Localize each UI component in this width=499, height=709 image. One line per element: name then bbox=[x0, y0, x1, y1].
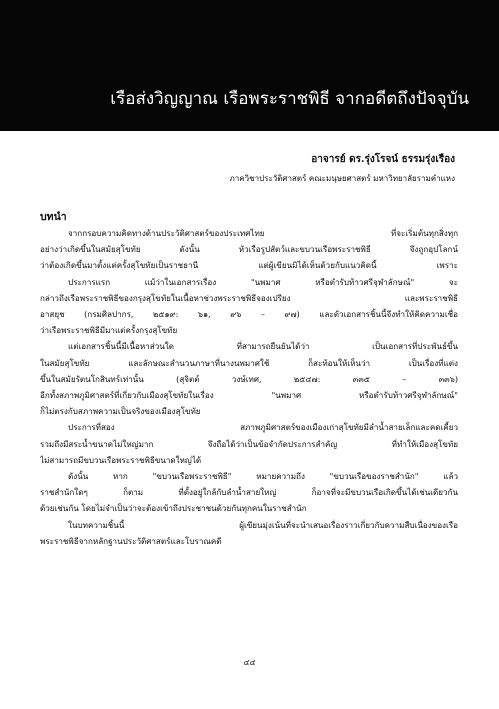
body-line: ราชสำนักใดๆ ก็ตาม ที่ตั้งอยู่ใกล้กับลำน้ำสายใหญ่ ก็อาจที่จะมีขบวนเรือเกิดขึ้นได้เช่นเดียวกัน bbox=[40, 487, 458, 498]
body-line: กล่าวถึงเรือพระราชพิธีของกรุงสุโขทัยในเนื้อหาช่วงพระราชพิธีจองเปรียง และพระราชพิธี bbox=[40, 292, 458, 303]
body-line: แต่เอกสารชิ้นนี้มีเนื้อหาส่วนใด ที่สามารถยืนยันได้ว่า เป็นเอกสารที่ประพันธ์ขึ้น bbox=[68, 341, 458, 352]
author-name: อาจารย์ ดร.รุ่งโรจน์ ธรรมรุ่งเรือง bbox=[311, 154, 455, 165]
section-heading: บทนำ bbox=[40, 211, 67, 223]
body-text bbox=[40, 225, 458, 549]
body-line: ประการแรก แม้ว่าในเอกสารเรื่อง "นพมาศ หรือตำรับท้าวศรีจุฬาลักษณ์" จะ bbox=[68, 276, 458, 287]
body-line: ว่าต้องเกิดขึ้นมาตั้งแต่ครั้งสุโขทัยเป็นราชธานี แต่ผู้เขียนมิได้เห็นด้วยกับแนวคิดนี้ เพราะ bbox=[40, 260, 458, 271]
body-line: อาสยุช (กรมศิลปากร, ๒๕๑๙: ๖๑, ๙๖ – ๙๗) และตัวเอกสารชิ้นนี้จึงทำให้คิดความเชื่อ bbox=[40, 309, 458, 320]
body-line: จากกรอบความคิดทางด้านประวัติศาสตร์ของประเทศไทย ที่จะเริ่มต้นทุกสิ่งทุก bbox=[68, 228, 458, 238]
body-line: ในบทความชิ้นนี้ ผู้เขียนมุ่งเน้นที่จะนำเสนอเรื่องราวเกี่ยวกับความสืบเนื่องของเรือ bbox=[68, 519, 458, 530]
body-line: ขึ้นในสมัยรัตนโกสินทร์เท่านั้น (สุจิตต์ วงษ์เทศ, ๒๕๔๗: ๓๓๕ – ๓๓๖) bbox=[40, 373, 458, 384]
body-line: อย่างว่าเกิดขึ้นในสมัยสุโขทัย ดังนั้น หัวเรือรูปสัตว์และขบวนเรือพระราชพิธี จึงถูกอุปโลกน์ bbox=[40, 244, 458, 255]
title-banner bbox=[0, 0, 499, 131]
page-number: ๔๔ bbox=[243, 658, 256, 667]
body-line: อีกทั้งสภาพภูมิศาสตร์ที่เกี่ยวกับเมืองสุโขทัยในเรื่อง "นพมาศ หรือตำรับท้าวศรีจุฬาลักษณ์" bbox=[40, 390, 458, 401]
body-line: ด้วยเช่นกัน โดยไม่จำเป็นว่าจะต้องเข้าถึงประชาชนด้วยกันทุกคนในราชสำนัก bbox=[40, 503, 307, 514]
body-line: พระราชพิธีจากหลักฐานประวัติศาสตร์และโบราณคดี bbox=[40, 535, 222, 546]
body-line: รวมถึงมีสระน้ำขนาดไม่ใหญ่มาก จึงถือได้ว่าเป็นข้อจำกัดประการสำคัญ ที่ทำให้เมืองสุโขทัย bbox=[40, 438, 458, 449]
author-affiliation: ภาควิชาประวัติศาสตร์ คณะมนุษยศาสตร์ มหาวิทยาลัยรามคำแหง bbox=[229, 174, 455, 183]
body-line: ว่าเรือพระราชพิธีมีมาแต่ครั้งกรุงสุโขทัย bbox=[40, 325, 178, 336]
body-line: ก็ไม่ตรงกับสภาพความเป็นจริงของเมืองสุโขทัย bbox=[40, 406, 201, 417]
article-title: เรือส่งวิญญาณ เรือพระราชพิธี จากอดีตถึงปัจจุบัน bbox=[110, 89, 469, 109]
body-line: ในสมัยสุโขทัย และลักษณะสำนวนภาษาที่นางนพมาศใช้ ก็สะท้อนให้เห็นว่า เป็นเรื่องที่แต่ง bbox=[40, 357, 458, 368]
body-line: ประการที่สอง สภาพภูมิศาสตร์ของเมืองเก่าสุโขทัยมีลำน้ำสายเล็กและคดเคี้ยว bbox=[68, 422, 458, 433]
body-line: ไม่สามารถมีขบวนเรือพระราชพิธีขนาดใหญ่ได้ bbox=[40, 454, 202, 465]
body-line: ดังนั้น หาก "ขบวนเรือพระราชพิธี" หมายความถึง "ขบวนเรือของราชสำนัก" แล้ว bbox=[68, 471, 458, 482]
